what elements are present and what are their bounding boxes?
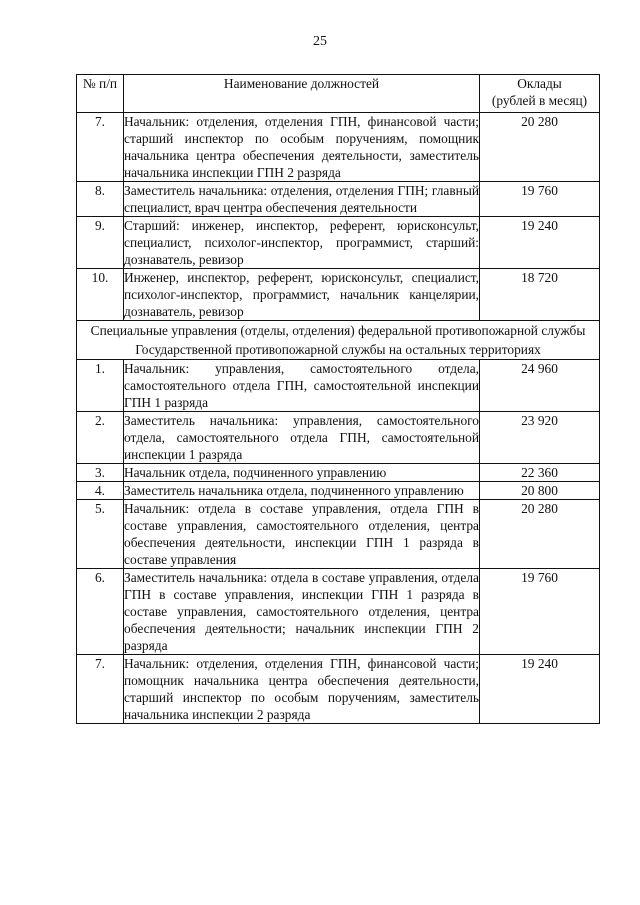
table-row	[77, 412, 600, 464]
row-number: 4.	[77, 482, 124, 500]
position-name: Начальник: отделения, отделения ГПН, финансовой части; старший инспектор по особым поручениям, помощник начальника центра обеспечения деятельности, заместитель начальника инспекции ГПН 2 разряда	[124, 114, 479, 180]
row-number: 3.	[77, 464, 124, 482]
position-name: Начальник отдела, подчиненного управлению	[124, 464, 480, 482]
section-heading: Специальные управления (отделы, отделения) федеральной противопожарной службы Государственной противопожарной службы на остальных территориях	[77, 321, 600, 360]
salary-value: 22 360	[480, 464, 600, 482]
header-name: Наименование должностей	[124, 75, 480, 113]
section-body	[77, 321, 600, 360]
row-number: 10.	[77, 269, 124, 321]
salary-value: 24 960	[480, 360, 600, 412]
position-name: Заместитель начальника: отделения, отделения ГПН; главный специалист, врач центра обеспечения деятельности	[124, 183, 479, 215]
table-body-part1	[77, 113, 600, 321]
page-number: 25	[313, 34, 327, 49]
table-row	[77, 182, 600, 217]
position-name: Начальник: отделения, отделения ГПН, финансовой части; помощник начальника центра обеспечения деятельности, старший инспектор по особым поручениям, заместитель начальника инспекции 2 разряда	[124, 656, 479, 722]
salary-value: 19 240	[480, 217, 600, 269]
header-salary-line1: Оклады	[517, 76, 562, 91]
row-number: 2.	[77, 412, 124, 464]
salary-value: 18 720	[480, 269, 600, 321]
salary-table	[76, 74, 600, 724]
table-body-part2	[77, 360, 600, 724]
salary-value: 20 280	[480, 113, 600, 182]
row-number: 5.	[77, 500, 124, 569]
position-name: Заместитель начальника отдела, подчиненного управлению	[124, 482, 480, 500]
table-row	[77, 217, 600, 269]
header-salary	[480, 75, 600, 113]
table-row	[77, 482, 600, 500]
salary-value: 19 240	[480, 655, 600, 724]
row-number: 9.	[77, 217, 124, 269]
header-salary-line2: (рублей в месяц)	[491, 93, 588, 108]
salary-value: 19 760	[480, 182, 600, 217]
table-header-row	[77, 75, 600, 113]
salary-value: 19 760	[480, 569, 600, 655]
salary-value: 23 920	[480, 412, 600, 464]
salary-value: 20 280	[480, 500, 600, 569]
table-row	[77, 655, 600, 724]
table-row	[77, 569, 600, 655]
position-name: Заместитель начальника: отдела в составе управления, отдела ГПН в составе управления, инспекции ГПН 1 разряда в составе управления, самостоятельного отделения, центра обеспечения деятельности; начальник инспекции ГПН 2 разряда	[124, 570, 479, 653]
position-name: Начальник: управления, самостоятельного отдела, самостоятельного отдела ГПН, самостоятельной инспекции ГПН 1 разряда	[124, 361, 479, 410]
row-number: 1.	[77, 360, 124, 412]
position-name: Заместитель начальника: управления, самостоятельного отдела, самостоятельного отдела ГПН, самостоятельной инспекции 1 разряда	[124, 413, 479, 462]
row-number: 6.	[77, 569, 124, 655]
position-name: Старший: инженер, инспектор, референт, юрисконсульт, специалист, психолог-инспектор, программист, старший: дознаватель, ревизор	[124, 218, 479, 267]
row-number: 7.	[77, 655, 124, 724]
salary-value: 20 800	[480, 482, 600, 500]
table-row	[77, 360, 600, 412]
row-number: 7.	[77, 113, 124, 182]
table-row	[77, 269, 600, 321]
section-heading-row	[77, 321, 600, 360]
table-row	[77, 464, 600, 482]
header-num: № п/п	[77, 75, 124, 113]
table-row	[77, 113, 600, 182]
table-row	[77, 500, 600, 569]
position-name: Инженер, инспектор, референт, юрисконсульт, специалист, психолог-инспектор, программист, начальник канцелярии, дознаватель, ревизор	[124, 270, 479, 319]
row-number: 8.	[77, 182, 124, 217]
position-name: Начальник: отдела в составе управления, отдела ГПН в составе управления, самостоятельного отделения, центра обеспечения деятельности, инспекции ГПН 1 разряда в составе управления	[124, 501, 479, 567]
